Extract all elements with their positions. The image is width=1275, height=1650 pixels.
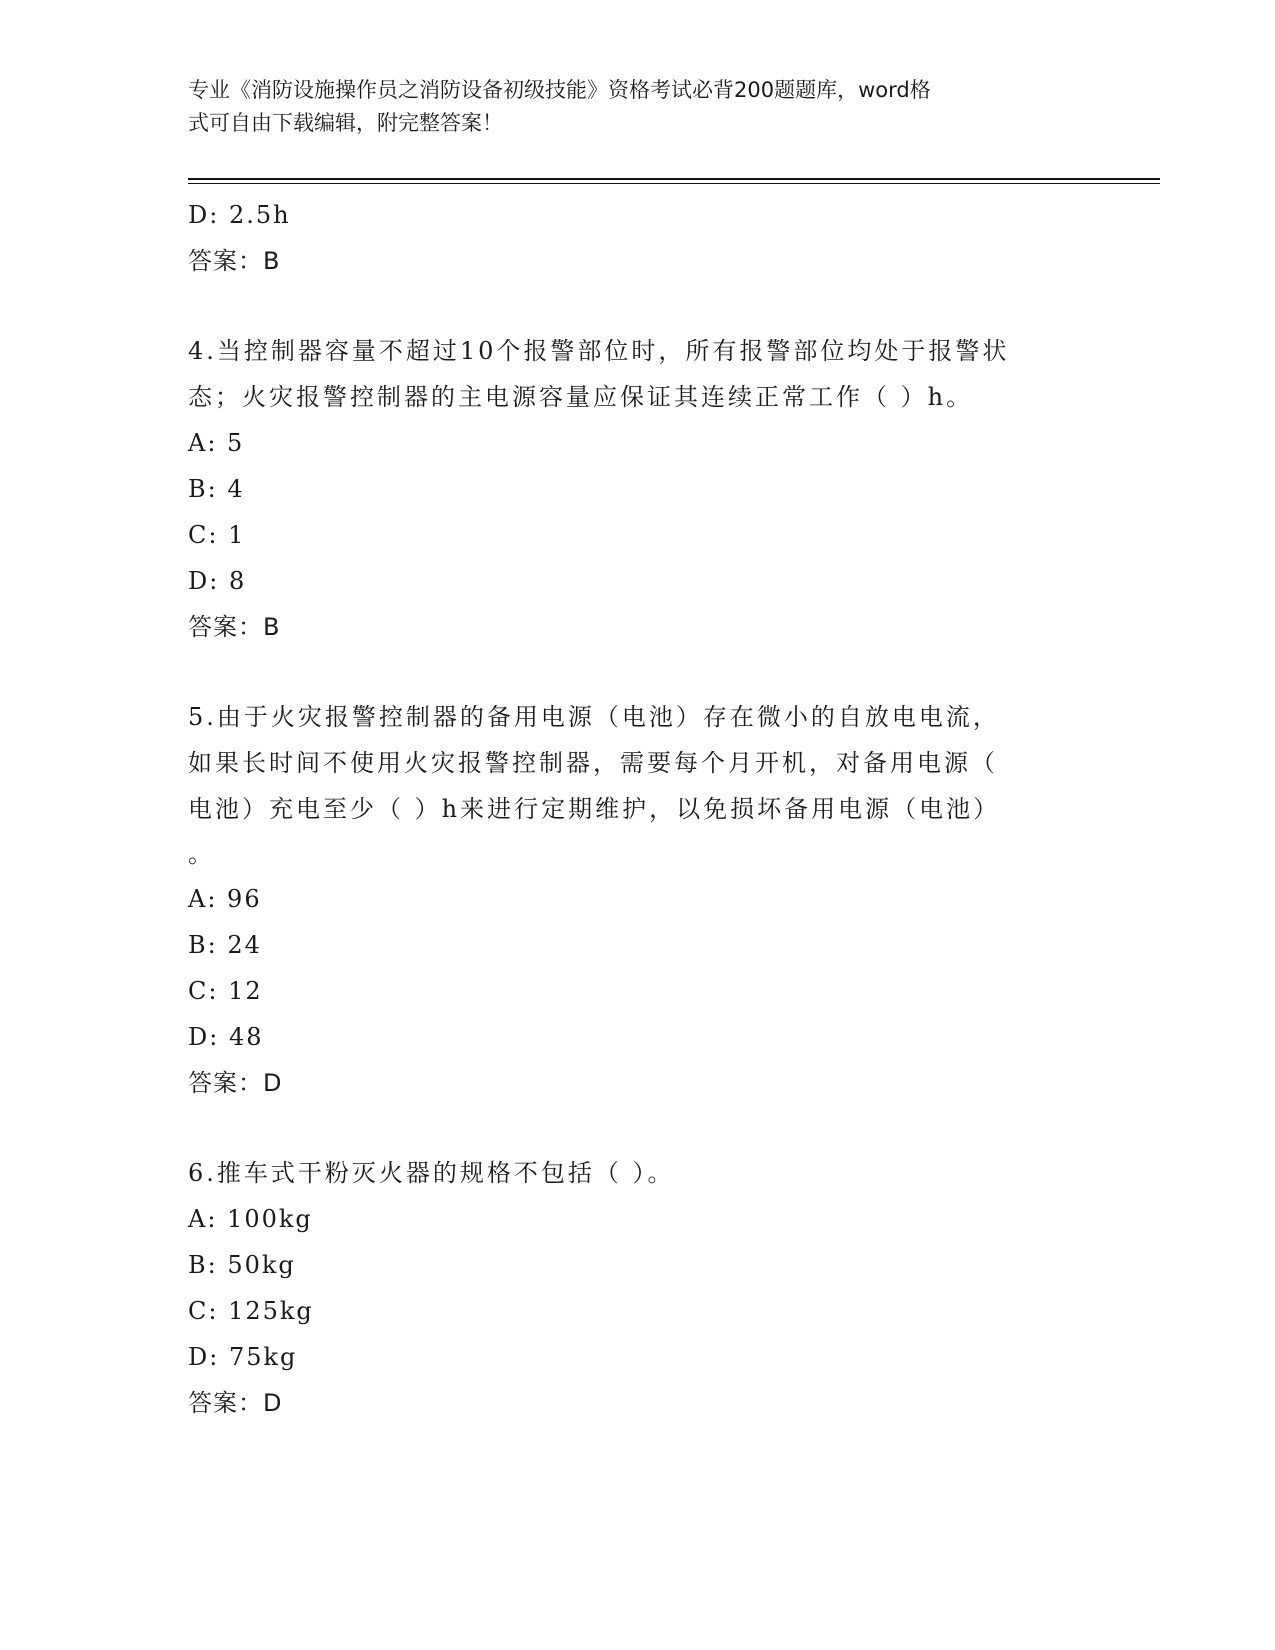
answer-line: 答案：B (188, 613, 281, 641)
question-text-line: 6.推车式干粉灭火器的规格不包括（ ）。 (188, 1159, 675, 1187)
answer-line: 答案：D (188, 1069, 283, 1097)
option-b: B: 4 (188, 475, 245, 503)
question-text-line: 电池）充电至少（ ）h来进行定期维护，以免损坏备用电源（电池） (188, 795, 1001, 823)
answer-line: 答案：D (188, 1389, 283, 1417)
option-d: D: 8 (188, 567, 247, 595)
answer-line: 答案：B (188, 247, 281, 275)
question-text-line: 4.当控制器容量不超过10个报警部位时，所有报警部位均处于报警状 (188, 337, 1010, 365)
header-line-1: 专业《消防设施操作员之消防设备初级技能》资格考试必背200题题库，word格 (188, 78, 931, 102)
option-b: B: 24 (188, 931, 262, 959)
option-d: D: 2.5h (188, 201, 291, 229)
header-divider-thin (188, 183, 1160, 184)
option-a: A: 5 (188, 429, 245, 457)
option-a: A: 96 (188, 885, 262, 913)
question-text-line: 态；火灾报警控制器的主电源容量应保证其连续正常工作（ ）h。 (188, 383, 974, 411)
option-c: C: 125kg (188, 1297, 314, 1325)
question-text-line: 如果长时间不使用火灾报警控制器，需要每个月开机，对备用电源（ (188, 749, 998, 777)
question-3-partial (188, 192, 1088, 284)
question-text-line: 5.由于火灾报警控制器的备用电源（电池）存在微小的自放电电流， (188, 703, 1000, 731)
spacer (188, 1106, 1088, 1150)
document-header (188, 74, 1068, 140)
option-a: A: 100kg (188, 1205, 313, 1233)
option-c: C: 12 (188, 977, 263, 1005)
question-content (188, 192, 1088, 1426)
option-c: C: 1 (188, 521, 246, 549)
option-d: D: 48 (188, 1023, 264, 1051)
question-6 (188, 1150, 1088, 1426)
option-d: D: 75kg (188, 1343, 298, 1371)
spacer (188, 650, 1088, 694)
option-b: B: 50kg (188, 1251, 296, 1279)
header-line-2: 式可自由下载编辑，附完整答案！ (188, 111, 503, 135)
question-5 (188, 694, 1088, 1106)
question-4 (188, 328, 1088, 650)
spacer (188, 284, 1088, 328)
header-divider-thick (188, 178, 1160, 180)
question-text-line: 。 (188, 840, 215, 868)
